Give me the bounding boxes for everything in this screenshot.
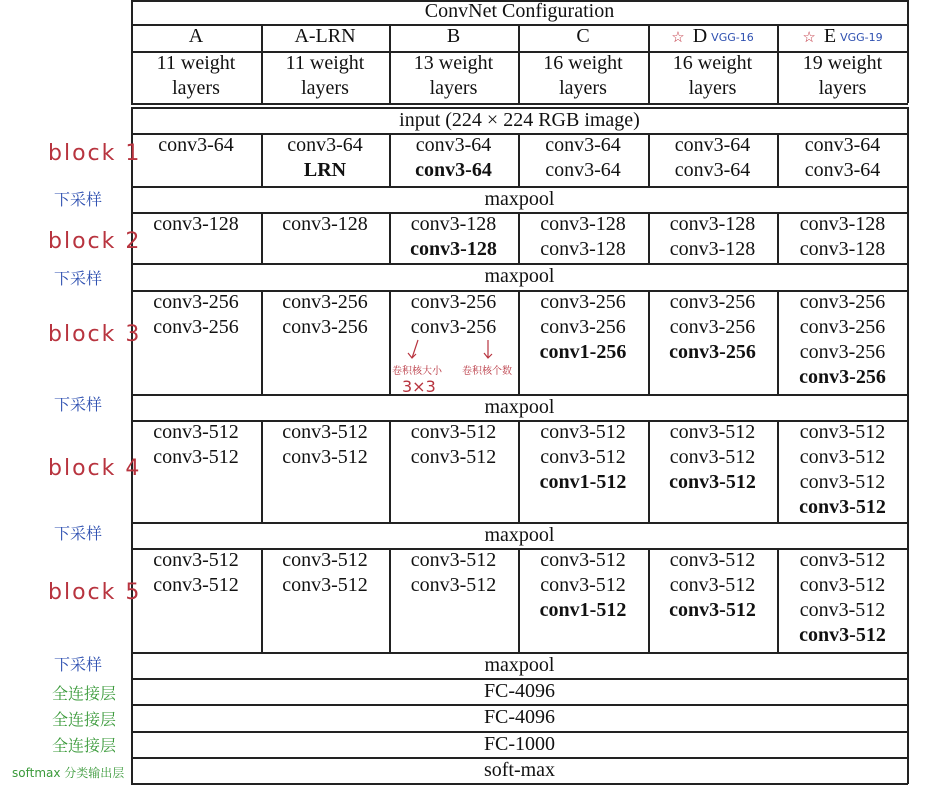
downsample-annotation: 下采样 — [54, 269, 103, 288]
layer-entry: conv3-512 — [540, 574, 626, 596]
depth-line: 16 weight — [672, 52, 753, 74]
layer-entry: conv3-256 — [669, 316, 756, 338]
layer-entry: conv3-256 — [410, 316, 497, 338]
layer-entry: conv3-512 — [669, 549, 756, 571]
layer-entry: conv3-512 — [669, 446, 756, 468]
table-title: ConvNet Configuration — [424, 0, 615, 22]
arrow-icon — [484, 340, 492, 358]
layer-entry: conv3-256 — [669, 341, 756, 363]
layer-entry: conv1-256 — [539, 341, 627, 363]
layer-entry: conv3-64 — [804, 159, 881, 181]
layer-entry: conv3-512 — [799, 549, 886, 571]
layer-entry: conv3-128 — [669, 213, 756, 235]
layer-entry: conv3-128 — [799, 213, 886, 235]
depth-line: layers — [301, 77, 349, 99]
depth-line: layers — [172, 77, 220, 99]
depth-line: 13 weight — [413, 52, 494, 74]
depth-line: layers — [688, 77, 737, 99]
layer-entry: conv3-256 — [799, 316, 886, 338]
kernel-dim-annotation: 3×3 — [402, 377, 436, 396]
block-annotation: block 4 — [48, 456, 142, 481]
banner-row: maxpool — [484, 188, 555, 210]
layer-entry: conv3-512 — [799, 624, 886, 646]
banner-row: maxpool — [484, 524, 555, 546]
layer-entry: conv3-512 — [799, 496, 886, 518]
block-annotation: block 3 — [48, 322, 142, 347]
layer-entry: conv3-512 — [410, 574, 497, 596]
layer-entry: conv3-128 — [540, 238, 626, 260]
layer-entry: conv3-128 — [153, 213, 239, 235]
layer-entry: conv3-256 — [410, 291, 497, 313]
layer-entry: conv3-256 — [540, 316, 626, 338]
layer-entry: conv3-512 — [153, 549, 239, 571]
kernel-size-annotation: 卷积核大小 — [392, 366, 442, 377]
layer-entry: conv3-64 — [415, 134, 492, 156]
layer-entry: conv1-512 — [539, 599, 627, 621]
banner-row: maxpool — [484, 265, 555, 287]
layer-entry: conv3-256 — [153, 316, 239, 338]
layer-entry: conv3-64 — [287, 134, 363, 156]
banner-row: maxpool — [484, 396, 555, 418]
layer-entry: conv3-64 — [545, 159, 621, 181]
layer-entry: conv3-256 — [799, 341, 886, 363]
vgg-tag-annotation: VGG-16 — [711, 30, 754, 44]
depth-line: 16 weight — [543, 52, 623, 74]
block-annotation: block 2 — [48, 229, 142, 254]
layer-entry: LRN — [303, 159, 347, 181]
star-icon: ☆ — [802, 30, 816, 46]
layer-entry: conv3-512 — [669, 471, 756, 493]
banner-row: FC-4096 — [483, 706, 556, 728]
layer-entry: conv3-512 — [282, 446, 368, 468]
downsample-annotation: 下采样 — [54, 655, 103, 674]
layer-entry: conv3-512 — [282, 549, 368, 571]
layer-entry: conv3-64 — [674, 134, 751, 156]
layer-entry: conv3-512 — [153, 574, 239, 596]
column-label: B — [446, 25, 461, 47]
layer-entry: conv3-512 — [669, 574, 756, 596]
layer-entry: conv3-512 — [540, 549, 626, 571]
layer-entry: conv3-512 — [410, 549, 497, 571]
layer-entry: conv3-512 — [153, 421, 239, 443]
fc-annotation: 全连接层 — [52, 710, 117, 729]
layer-entry: conv3-512 — [799, 574, 886, 596]
layer-entry: conv3-256 — [669, 291, 756, 313]
softmax-annotation: softmax 分类输出层 — [12, 766, 125, 780]
banner-row: soft-max — [483, 759, 556, 781]
downsample-annotation: 下采样 — [54, 524, 103, 543]
layer-entry: conv3-256 — [799, 291, 886, 313]
layer-entry: conv3-256 — [282, 291, 368, 313]
block-annotation: block 1 — [48, 141, 142, 166]
layer-entry: conv3-512 — [282, 574, 368, 596]
layer-entry: conv3-128 — [282, 213, 368, 235]
layer-entry: conv3-128 — [410, 238, 497, 260]
layer-entry: conv3-64 — [415, 159, 492, 181]
layer-entry: conv3-128 — [669, 238, 756, 260]
layer-entry: conv3-512 — [799, 599, 886, 621]
banner-row: maxpool — [484, 654, 555, 676]
downsample-annotation: 下采样 — [54, 395, 103, 414]
layer-entry: conv3-512 — [540, 446, 626, 468]
layer-entry: conv3-512 — [799, 421, 886, 443]
star-icon: ☆ — [671, 30, 685, 46]
depth-line: 11 weight — [156, 52, 236, 74]
column-label: D — [692, 25, 708, 47]
column-label: E — [823, 25, 837, 47]
downsample-annotation: 下采样 — [54, 190, 103, 209]
depth-line: layers — [559, 77, 607, 99]
layer-entry: conv3-128 — [410, 213, 497, 235]
banner-row: FC-4096 — [483, 680, 556, 702]
layer-entry: conv3-512 — [799, 471, 886, 493]
fc-annotation: 全连接层 — [52, 684, 117, 703]
kernel-count-annotation: 卷积核个数 — [462, 366, 512, 377]
layer-entry: conv3-64 — [804, 134, 881, 156]
vgg-tag-annotation: VGG-19 — [840, 30, 883, 44]
layer-entry: conv3-512 — [410, 446, 497, 468]
fc-annotation: 全连接层 — [52, 736, 117, 755]
column-label: A-LRN — [294, 25, 356, 47]
layer-entry: conv3-64 — [158, 134, 234, 156]
layer-entry: conv3-128 — [540, 213, 626, 235]
depth-line: layers — [429, 77, 478, 99]
layer-entry: conv3-256 — [799, 366, 886, 388]
layer-entry: conv3-64 — [674, 159, 751, 181]
layer-entry: conv3-512 — [669, 421, 756, 443]
layer-entry: conv3-512 — [669, 599, 756, 621]
layer-entry: conv3-256 — [282, 316, 368, 338]
layer-entry: conv3-128 — [799, 238, 886, 260]
layer-entry: conv3-512 — [410, 421, 497, 443]
depth-line: 19 weight — [802, 52, 883, 74]
layer-entry: conv3-256 — [153, 291, 239, 313]
block-annotation: block 5 — [48, 580, 142, 605]
layer-entry: conv1-512 — [539, 471, 627, 493]
input-row: input (224 × 224 RGB image) — [399, 109, 640, 131]
layer-entry: conv3-512 — [799, 446, 886, 468]
depth-line: 11 weight — [285, 52, 365, 74]
layer-entry: conv3-512 — [540, 421, 626, 443]
arrow-icon — [408, 340, 418, 358]
column-label: C — [576, 25, 590, 47]
layer-entry: conv3-64 — [545, 134, 621, 156]
banner-row: FC-1000 — [483, 733, 556, 755]
column-label: A — [188, 25, 204, 47]
layer-entry: conv3-256 — [540, 291, 626, 313]
layer-entry: conv3-512 — [153, 446, 239, 468]
layer-entry: conv3-512 — [282, 421, 368, 443]
depth-line: layers — [818, 77, 867, 99]
